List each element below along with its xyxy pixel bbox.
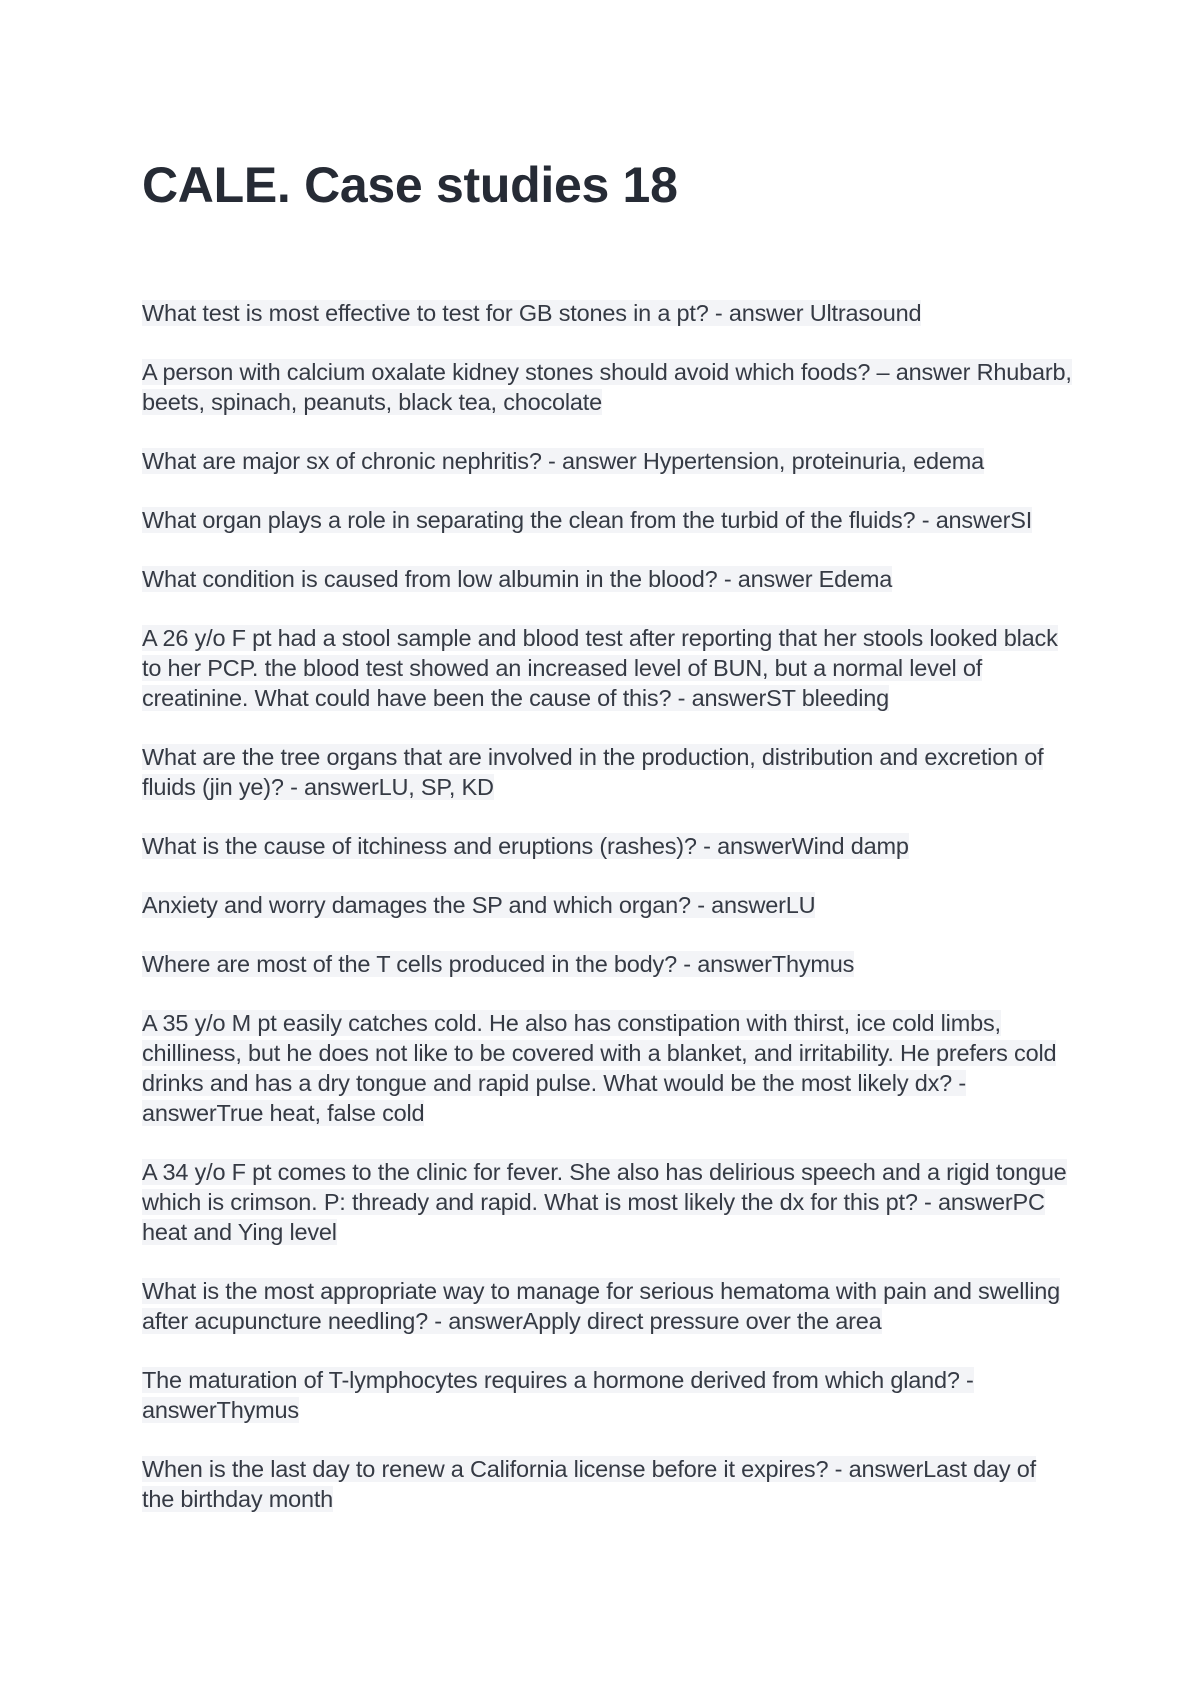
qa-text: Anxiety and worry damages the SP and which organ? - answerLU	[142, 892, 816, 918]
qa-item	[142, 1157, 1072, 1247]
qa-text: What is the most appropriate way to manage for serious hematoma with pain and swelling after acupuncture needling? - answerApply direct pressure over the area	[142, 1278, 1061, 1334]
qa-item	[142, 505, 1072, 535]
qa-item	[142, 446, 1072, 476]
qa-text: What is the cause of itchiness and eruptions (rashes)? - answerWind damp	[142, 833, 909, 859]
document-page	[142, 155, 1072, 1543]
qa-text: A 34 y/o F pt comes to the clinic for fever. She also has delirious speech and a rigid tongue which is crimson. P: thready and rapid. What is most likely the dx for this pt? - answerPC heat and Ying level	[142, 1159, 1067, 1245]
qa-item	[142, 357, 1072, 417]
qa-item	[142, 298, 1072, 328]
qa-text: What organ plays a role in separating the clean from the turbid of the fluids? - answerSI	[142, 507, 1033, 533]
qa-item	[142, 831, 1072, 861]
qa-item	[142, 623, 1072, 713]
qa-item	[142, 1276, 1072, 1336]
qa-text: A person with calcium oxalate kidney stones should avoid which foods? – answer Rhubarb, beets, spinach, peanuts, black tea, chocolate	[142, 359, 1072, 415]
qa-text: A 35 y/o M pt easily catches cold. He also has constipation with thirst, ice cold limbs, chilliness, but he does not like to be covered with a blanket, and irritability. He prefers cold drinks and has a dry tongue and rapid pulse. What would be the most likely dx? - answerTrue heat, false cold	[142, 1010, 1057, 1126]
qa-text: When is the last day to renew a California license before it expires? - answerLast day of the birthday month	[142, 1456, 1036, 1512]
qa-text: The maturation of T-lymphocytes requires a hormone derived from which gland? - answerThymus	[142, 1367, 974, 1423]
qa-item	[142, 742, 1072, 802]
qa-text: Where are most of the T cells produced in the body? - answerThymus	[142, 951, 855, 977]
qa-item	[142, 1365, 1072, 1425]
qa-list	[142, 298, 1072, 1514]
qa-text: What are major sx of chronic nephritis? - answer Hypertension, proteinuria, edema	[142, 448, 984, 474]
qa-item	[142, 1008, 1072, 1128]
qa-item	[142, 949, 1072, 979]
qa-text: What are the tree organs that are involved in the production, distribution and excretion of fluids (jin ye)? - answerLU, SP, KD	[142, 744, 1044, 800]
qa-text: What test is most effective to test for GB stones in a pt? - answer Ultrasound	[142, 300, 922, 326]
qa-item	[142, 1454, 1072, 1514]
qa-text: A 26 y/o F pt had a stool sample and blood test after reporting that her stools looked black to her PCP. the blood test showed an increased level of BUN, but a normal level of creatinine. What could have been the cause of this? - answerST bleeding	[142, 625, 1058, 711]
qa-item	[142, 890, 1072, 920]
qa-item	[142, 564, 1072, 594]
document-title: CALE. Case studies 18	[142, 157, 678, 213]
qa-text: What condition is caused from low albumin in the blood? - answer Edema	[142, 566, 893, 592]
